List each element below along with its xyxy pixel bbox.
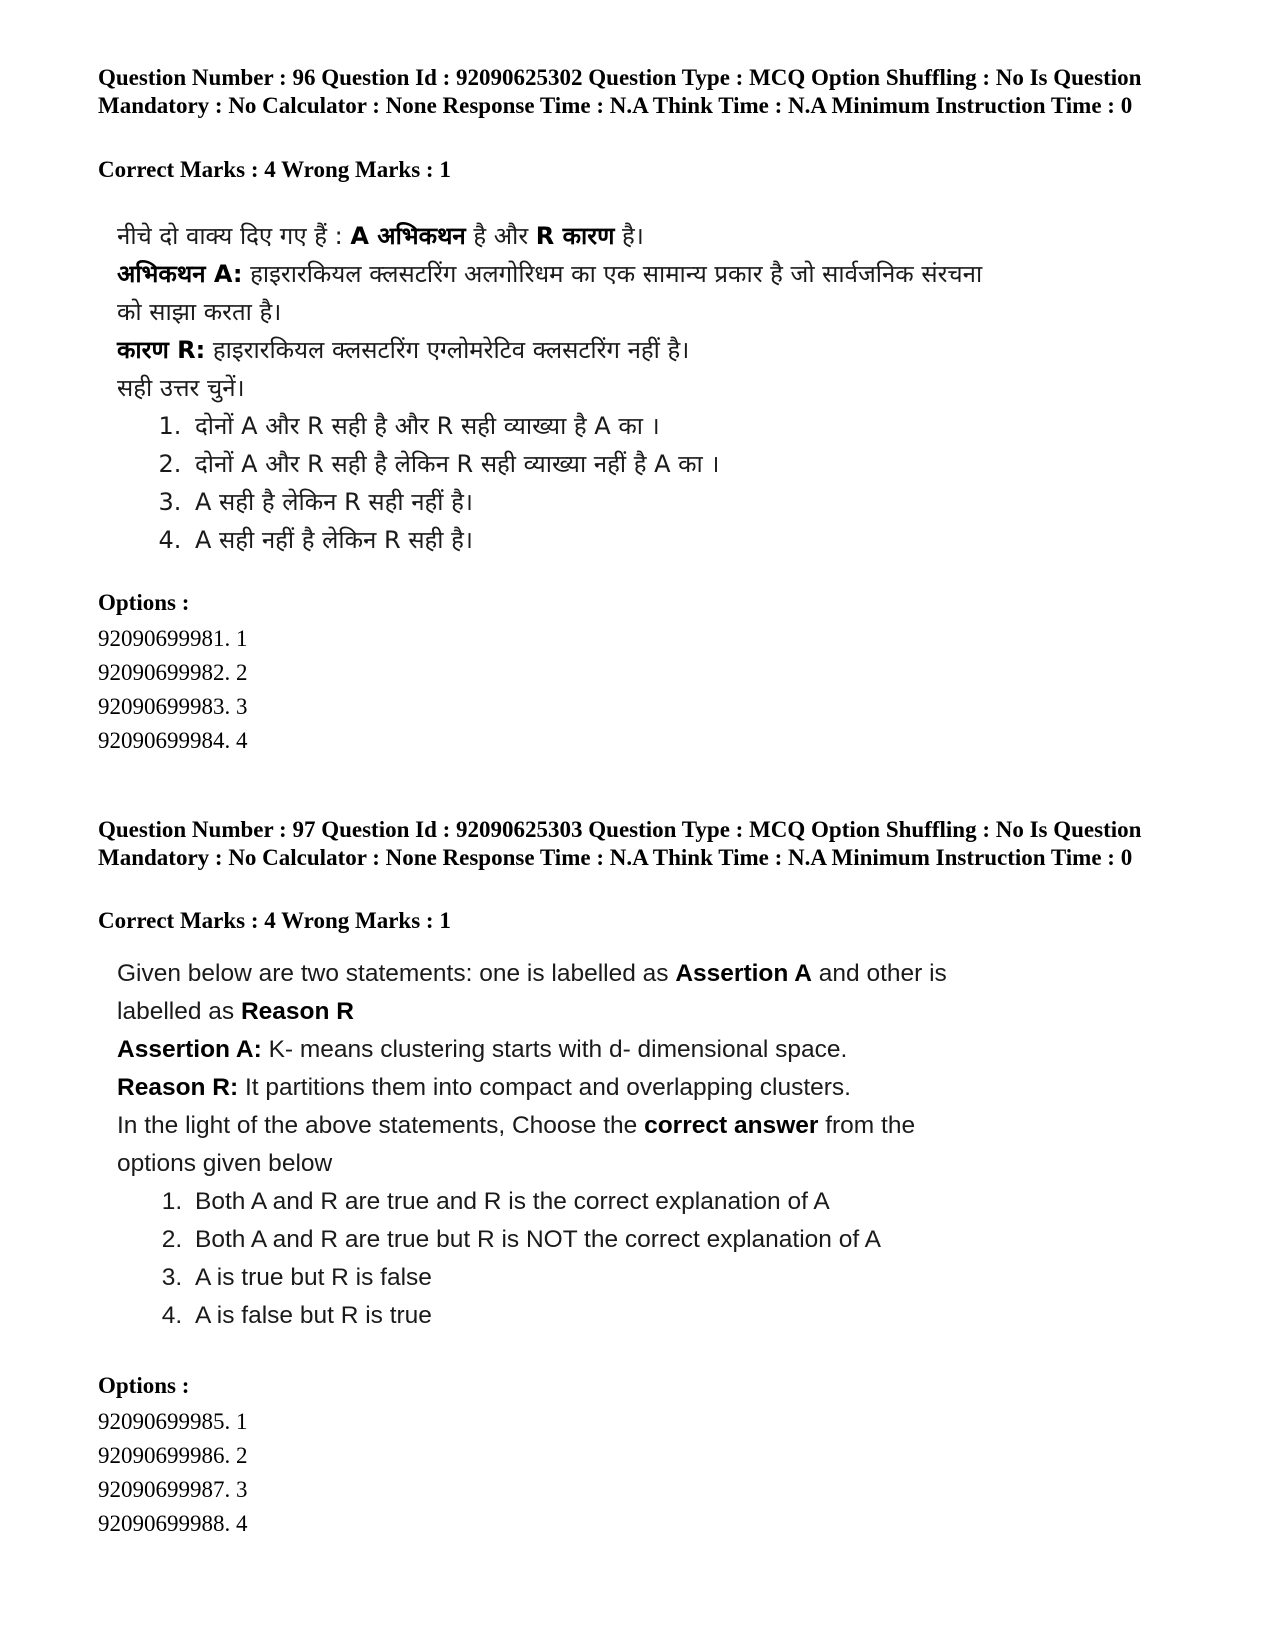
question-97-intro: Given below are two statements: one is labelled as Assertion A and other is labelled as Reason R — [117, 960, 947, 1025]
question-96-choices — [117, 407, 997, 559]
choice-item: 3. A is true but R is false — [189, 1259, 997, 1297]
question-97-marks: Correct Marks : 4 Wrong Marks : 1 — [98, 908, 451, 933]
choice-item: 2. दोनों A और R सही है लेकिन R सही व्याख्या नहीं है A का । — [189, 445, 997, 483]
question-97-reason: Reason R: It partitions them into compact and overlapping clusters. — [117, 1074, 851, 1101]
question-96-instruction: सही उत्तर चुनें। — [117, 374, 245, 402]
option-item: 92090699982. 2 — [98, 660, 248, 685]
option-item: 92090699985. 1 — [98, 1409, 248, 1434]
choice-item: 3. A सही है लेकिन R सही नहीं है। — [189, 483, 997, 521]
option-item: 92090699984. 4 — [98, 728, 248, 753]
choice-item: 1. Both A and R are true and R is the correct explanation of A — [189, 1183, 997, 1221]
question-97-choices — [117, 1183, 997, 1335]
question-96-assertion: अभिकथन A: हाइरारकियल क्लसटरिंग अलगोरिधम का एक सामान्य प्रकार है जो सार्वजनिक संरचना को साझा करता है। — [117, 260, 983, 326]
choice-item: 2. Both A and R are true but R is NOT the correct explanation of A — [189, 1221, 997, 1259]
question-97-header: Question Number : 97 Question Id : 92090625303 Question Type : MCQ Option Shuffling : No Is Question Mandatory : No Calculator : None Response Time : N.A Think Time : N.A Minimum Instruction Time : 0 — [98, 817, 1142, 870]
question-97-options-title: Options : — [98, 1373, 190, 1398]
question-97-instruction: In the light of the above statements, Choose the correct answer from the options given below — [117, 1112, 916, 1177]
question-96-reason: कारण R: हाइरारकियल क्लसटरिंग एग्लोमरेटिव क्लसटरिंग नहीं है। — [117, 336, 690, 364]
question-96-body — [117, 217, 997, 559]
choice-item: 1. दोनों A और R सही है और R सही व्याख्या है A का । — [189, 407, 997, 445]
choice-item: 4. A is false but R is true — [189, 1297, 997, 1335]
question-96-header: Question Number : 96 Question Id : 92090625302 Question Type : MCQ Option Shuffling : No Is Question Mandatory : No Calculator : None Response Time : N.A Think Time : N.A Minimum Instruction Time : 0 — [98, 65, 1142, 118]
option-item: 92090699986. 2 — [98, 1443, 248, 1468]
option-item: 92090699988. 4 — [98, 1511, 248, 1536]
question-96-options — [98, 622, 248, 758]
option-item: 92090699987. 3 — [98, 1477, 248, 1502]
question-96-marks: Correct Marks : 4 Wrong Marks : 1 — [98, 157, 451, 182]
question-97-body — [117, 955, 997, 1335]
question-96-intro: नीचे दो वाक्य दिए गए हैं : A अभिकथन है और R कारण है। — [117, 222, 644, 250]
option-item: 92090699983. 3 — [98, 694, 248, 719]
option-item: 92090699981. 1 — [98, 626, 248, 651]
question-97-assertion: Assertion A: K- means clustering starts with d- dimensional space. — [117, 1036, 848, 1063]
question-96-options-title: Options : — [98, 590, 190, 615]
question-97-options — [98, 1405, 248, 1541]
choice-item: 4. A सही नहीं है लेकिन R सही है। — [189, 521, 997, 559]
